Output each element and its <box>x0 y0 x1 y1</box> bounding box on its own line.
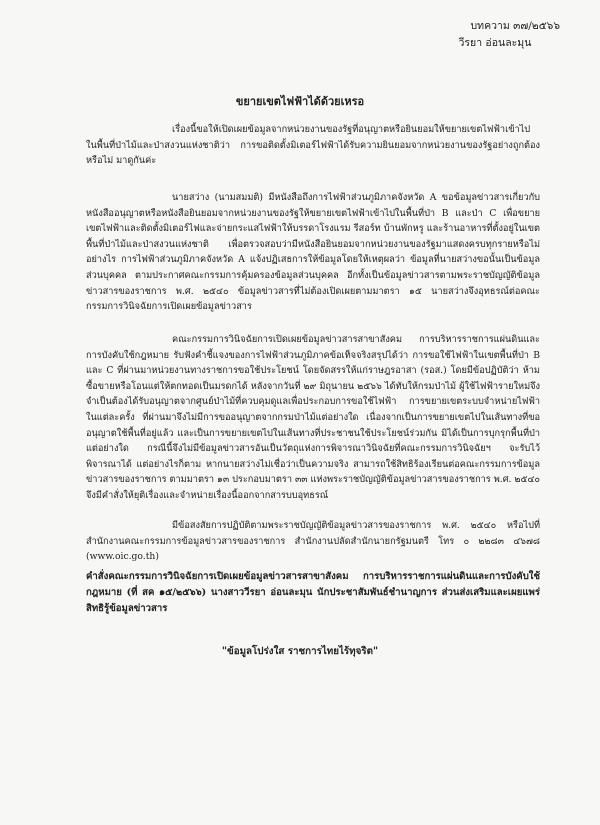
paragraph-ruling: คณะกรรมการวินิจฉัยการเปิดเผยข้อมูลข่าวสารสาขาสังคม การบริหารราชการแผ่นดินและการบังคับใช้กฎหมาย รับฟังคำชี้แจงของการไฟฟ้าส่วนภูมิภาคข้อเท็จจริงสรุปได้ว่า การขอใช้ไฟฟ้าในเขตพื้นที่ป่า B และ C ที่ผ่านมาหน่วยงานทางราชการขอใช้ประโยชน์ โดยจัดสรรให้แก่ราษฎรอาสา (รอส.) โดยมีข้อปฏิบัติว่า ห้ามซื้อขายหรือโอนแต่ให้ตกทอดเป็นมรดกได้ หลังจากวันที่ ๒๙ มิถุนายน ๒๕๖๖ ได้ทับให้กรมป่าไม้ ผู้ใช้ไฟฟ้ารายใหม่จึงจำเป็นต้องได้รับอนุญาตจากศูนย์ป่าไม้ที่ควบคุมดูแลเพื่อประกอบการขอใช้ไฟฟ้า การขยายเขตระบบจำหน่ายไฟฟ้าในแต่ละครั้ง ที่ผ่านมาจึงไม่มีการขออนุญาตจากกรมป่าไม้แต่อย่างใด เนื่องจากเป็นการขยายเขตไปในเส้นทางที่ขออนุญาตใช้พื้นที่อยู่แล้ว และเป็นการขยายเขตไปในเส้นทางที่ประชาชนใช้ประโยชน์ร่วมกัน มิได้เป็นการบุกรุกพื้นที่ป่าแต่อย่างใด กรณีนี้จึงไม่มีข้อมูลข่าวสารอันเป็นวัตถุแห่งการพิจารณาวินิจฉัยที่คณะกรรมการวินิจฉัยฯ จะรับไว้พิจารณาได้ แต่อย่างไรก็ตาม หากนายสว่างไม่เชื่อว่าเป็นความจริง สามารถใช้สิทธิร้องเรียนต่อคณะกรรมการข้อมูลข่าวสารของราชการ ตามมาตรา ๑๓ ประกอบมาตรา ๓๓ แห่งพระราชบัญญัติข้อมูลข่าวสารของราชการ พ.ศ. ๒๕๔๐ จึงมีคำสั่งให้ยุติเรื่องและจำหน่ายเรื่องนี้ออกจากสารบบอุทธรณ์ <box>86 334 540 501</box>
paragraph-contact: มีข้อสงสัยการปฏิบัติตามพระราชบัญญัติข้อมูลข่าวสารของราชการ พ.ศ. ๒๕๔๐ หรือไปที่สำนักงานคณะกรรมการข้อมูลข่าวสารของราชการ สำนักงานปลัดสำนักนายกรัฐมนตรี โทร ๐ ๒๒๘๓ ๔๖๗๘ (www.oic.go.th) <box>86 520 540 563</box>
paragraph-facts: นายสว่าง (นามสมมติ) มีหนังสือถึงการไฟฟ้าส่วนภูมิภาคจังหวัด A ขอข้อมูลข่าวสารเกี่ยวกับหนังสืออนุญาตหรือหนังสือยินยอมจากหน่วยงานของรัฐให้ขยายเขตไฟฟ้าเข้าไปในพื้นที่ป่า B และป่า C เพื่อขยายเขตไฟฟ้าและติดตั้งมิเตอร์ไฟและจ่ายกระแสไฟฟ้าให้บรรดาโรงแรม รีสอร์ท บ้านพักหรู และร้านอาหารที่ตั้งอยู่ในเขตพื้นที่ป่าไม้และป่าสงวนแห่งชาติ เพื่อตรวจสอบว่ามีหนังสือยินยอมจากหน่วยงานของรัฐมาแสดงครบทุกรายหรือไม่อย่างไร การไฟฟ้าส่วนภูมิภาคจังหวัด A แจ้งปฏิเสธการให้ข้อมูลโดยให้เหตุผลว่า ข้อมูลที่นายสว่างขอนั้นเป็นข้อมูลส่วนบุคคล ตามประกาศคณะกรรมการคุ้มครองข้อมูลส่วนบุคคล อีกทั้งเป็นข้อมูลข่าวสารตามพระราชบัญญัติข้อมูลข่าวสารของราชการ พ.ศ. ๒๕๔๐ ข้อมูลข่าวสารที่ไม่ต้องเปิดเผยตามมาตรา ๑๕ นายสว่างจึงอุทธรณ์ต่อคณะกรรมการวินิจฉัยการเปิดเผยข้อมูลข่าวสาร <box>86 192 540 313</box>
paragraph-intro: เรื่องนี้ขอให้เปิดเผยข้อมูลจากหน่วยงานของรัฐที่อนุญาตหรือยินยอมให้ขยายเขตไฟฟ้าเข้าไปในพื้นที่ป่าไม้และป่าสงวนแห่งชาติว่า การขอติดตั้งมิเตอร์ไฟฟ้าได้รับความยินยอมจากหน่วยงานของรัฐอย่างถูกต้องหรือไม่ มาดูกันค่ะ <box>86 124 540 167</box>
article-ref: บทความ ๓๗/๒๕๖๖ <box>470 20 560 32</box>
slogan: "ข้อมูลโปร่งใส ราชการไทยไร้ทุจริต" <box>221 646 379 657</box>
article-meta <box>459 18 560 52</box>
article-author: วีรยา อ่อนละมุน <box>458 37 532 49</box>
paragraph-reference: คำสั่งคณะกรรมการวินิจฉัยการเปิดเผยข้อมูลข่าวสารสาขาสังคม การบริหารราชการแผ่นดินและการบังคับใช้กฎหมาย (ที่ สค ๑๕/๒๕๖๖) นางสาววีรยา อ่อนละมุน นักประชาสัมพันธ์ชำนาญการ ส่วนส่งเสริมและเผยแพร่สิทธิรู้ข้อมูลข่าวสาร <box>86 571 540 614</box>
article-title: ขยายเขตไฟฟ้าได้ด้วยเหรอ <box>235 95 365 108</box>
